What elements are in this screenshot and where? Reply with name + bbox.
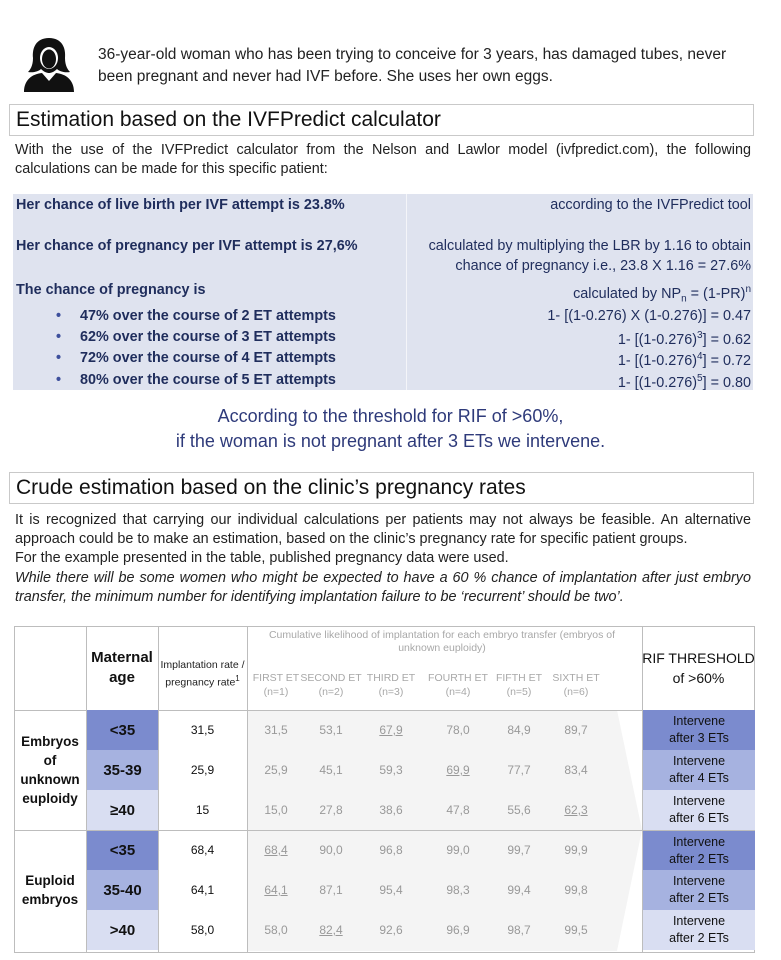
bullet-dot-icon: • (56, 308, 62, 324)
implantation-rate-cell: 15 (195, 803, 210, 817)
bullet-dot-icon: • (56, 372, 62, 388)
cumulative-value-cell: 58,0 (264, 923, 288, 937)
et-header-name: SECOND ET (300, 672, 362, 684)
cumulative-value-cell: 84,9 (507, 723, 531, 737)
bullet-text: 80% over the course of 5 ET attempts (80, 372, 336, 388)
live-birth-source: according to the IVFPredict tool (550, 197, 751, 213)
et-column-header (359, 670, 423, 700)
bullet-text: 47% over the course of 2 ET attempts (80, 308, 336, 324)
et-header-n: (n=3) (378, 686, 404, 698)
pregnancy-calculation-line2: chance of pregnancy i.e., 23.8 X 1.16 = 27.6% (455, 258, 751, 274)
rif-threshold-cell (643, 910, 755, 950)
pregnancy-statement: Her chance of pregnancy per IVF attempt is 27,6% (16, 238, 358, 254)
rif-header-line-1: RIF THRESHOLD (642, 650, 755, 666)
maternal-age-header: Maternal age (91, 649, 153, 686)
et-column-header (426, 670, 490, 700)
formula-4-et (451, 347, 751, 371)
bullet-text: 62% over the course of 3 ET attempts (80, 329, 336, 345)
cumulative-value-cell: 90,0 (319, 843, 343, 857)
rif-cell-line-1: Intervene (672, 794, 726, 808)
et-header-name: FIFTH ET (495, 672, 543, 684)
cumulative-value-cell: 62,3 (564, 803, 588, 817)
formula-text: 1- [(1-0.276) (617, 374, 698, 391)
implantation-rate-cell: 25,9 (190, 763, 215, 777)
rif-cell-line-2: after 3 ETs (669, 731, 729, 745)
rif-header-line-2: of >60% (672, 670, 725, 686)
formula-2-et (451, 306, 751, 326)
bullet-5-et (56, 370, 336, 391)
cumulative-value-cell: 69,9 (446, 763, 470, 777)
section2-paragraph-2: For the example presented in the table, published pregnancy data were used. (15, 550, 509, 566)
implantation-rate-cell: 31,5 (190, 723, 215, 737)
cumulative-value-cell: 98,3 (446, 883, 470, 897)
rif-threshold-header (642, 626, 755, 710)
et-header-n: (n=4) (445, 686, 471, 698)
section-header-ivfpredict: Estimation based on the IVFPredict calculator (9, 104, 754, 136)
cumulative-value-cell: 99,5 (564, 923, 588, 937)
cumulative-value-cell: 99,8 (564, 883, 588, 897)
rif-cell-line-2: after 4 ETs (669, 771, 729, 785)
woman-avatar-icon (22, 36, 76, 92)
maternal-age-cell: <35 (87, 710, 158, 750)
cumulative-value-cell: 45,1 (319, 763, 343, 777)
section2-paragraph-1: It is recognized that carrying our individual calculations per patients may not always be feasible. An alternative approach could be to make an estimation, based on the clinic’s pregnancy rate for specific patient groups. (15, 512, 751, 547)
formula-exponent: 3 (697, 330, 703, 341)
et-header-name: FOURTH ET (428, 672, 488, 684)
formula-text: 1- [(1-0.276) (617, 331, 698, 348)
bullet-text: 72% over the course of 4 ET attempts (80, 350, 336, 366)
bullet-4-et (56, 348, 336, 369)
cumulative-value-cell: 27,8 (319, 803, 343, 817)
cumulative-value-cell: 67,9 (379, 723, 403, 737)
formula-superscript: n (745, 284, 751, 295)
group-label-unknown-euploidy: Embryos of unknown euploidy (20, 734, 80, 806)
cumulative-value-cell: 96,9 (446, 923, 470, 937)
cumulative-value-cell: 98,7 (507, 923, 531, 937)
formula-subscript: n (681, 293, 687, 305)
rate-header-footnote: 1 (235, 673, 240, 683)
cumulative-value-cell: 55,6 (507, 803, 531, 817)
cumulative-value-cell: 53,1 (319, 723, 343, 737)
cumulative-value-cell: 78,0 (446, 723, 470, 737)
cumulative-value-cell: 64,1 (264, 883, 288, 897)
rif-threshold-cell (643, 790, 755, 830)
bullet-dot-icon: • (56, 350, 62, 366)
bullet-3-et (56, 327, 336, 348)
cumulative-value-cell: 89,7 (564, 723, 588, 737)
cumulative-value-cell: 99,0 (446, 843, 470, 857)
et-column-header (487, 670, 551, 700)
et-column-header (299, 670, 363, 700)
cumulative-value-cell: 83,4 (564, 763, 588, 777)
et-header-name: SIXTH ET (552, 672, 600, 684)
cumulative-value-cell: 15,0 (264, 803, 288, 817)
cumulative-value-cell: 92,6 (379, 923, 403, 937)
cumulative-value-cell: 99,4 (507, 883, 531, 897)
maternal-age-cell: ≥40 (87, 790, 158, 830)
rif-cell-line-2: after 2 ETs (669, 931, 729, 945)
et-header-name: THIRD ET (366, 672, 416, 684)
group-label-euploid: Euploid embryos (21, 873, 79, 907)
cumulative-value-cell: 95,4 (379, 883, 403, 897)
rif-threshold-cell (643, 750, 755, 790)
formula-result: ] = 0.62 (702, 331, 751, 348)
rif-threshold-cell (643, 870, 755, 910)
maternal-age-cell: 35-39 (87, 750, 158, 790)
formula-np: calculated by NP (573, 285, 682, 302)
rif-threshold-cell (643, 710, 755, 750)
rif-cell-line-2: after 6 ETs (669, 811, 729, 825)
rate-header-wrap (158, 659, 247, 690)
formula-exponent: 4 (697, 351, 703, 362)
rif-cell-line-1: Intervene (672, 754, 726, 768)
cumulative-value-cell: 99,9 (564, 843, 588, 857)
cumulative-value-cell: 99,7 (507, 843, 531, 857)
section2-paragraph-3: While there will be some women who might be expected to have a 60 % chance of implantation after just embryo transfer, the minimum number for identifying implantation failure to be ‘recurrent’ should be two’. (15, 570, 751, 605)
formula-result: ] = 0.72 (702, 352, 751, 369)
threshold-line-2: if the woman is not pregnant after 3 ETs we intervene. (175, 431, 606, 451)
et-column-header (544, 670, 608, 700)
formula-equals: = (1-PR) (686, 285, 746, 302)
bullet-2-et (56, 306, 336, 327)
maternal-age-cell: 35-40 (87, 870, 158, 910)
formula-text: 1- [(1-0.276) X (1-0.276)] = 0.47 (547, 308, 751, 324)
estimation-divider (406, 194, 407, 390)
rif-cell-line-2: after 2 ETs (669, 851, 729, 866)
rif-cell-line-1: Intervene (672, 874, 726, 888)
maternal-age-cell: >40 (87, 910, 158, 950)
live-birth-statement: Her chance of live birth per IVF attempt is 23.8% (16, 197, 345, 213)
cumulative-value-cell: 77,7 (507, 763, 531, 777)
pregnancy-calculation-line1: calculated by multiplying the LBR by 1.16 to obtain (428, 238, 751, 254)
cumulative-value-cell: 87,1 (319, 883, 343, 897)
rif-threshold-statement (0, 404, 781, 454)
formula-text: 1- [(1-0.276) (617, 352, 698, 369)
cumulative-value-cell: 59,3 (379, 763, 403, 777)
cumulative-value-cell: 31,5 (264, 723, 288, 737)
cumulative-value-cell: 47,8 (446, 803, 470, 817)
et-header-n: (n=2) (318, 686, 344, 698)
rif-cell-line-1: Intervene (672, 914, 726, 928)
formula-exponent: 5 (697, 373, 703, 384)
formula-result: ] = 0.80 (702, 374, 751, 391)
threshold-line-1: According to the threshold for RIF of >60%, (217, 406, 564, 426)
chance-of-pregnancy-label: The chance of pregnancy is (16, 282, 206, 298)
cumulative-value-cell: 25,9 (264, 763, 288, 777)
cumulative-value-cell: 96,8 (379, 843, 403, 857)
rif-threshold-cell (643, 831, 755, 870)
et-header-n: (n=5) (506, 686, 532, 698)
cumulative-likelihood-header: Cumulative likelihood of implantation for each embryo transfer (embryos of unknown euploidy) (268, 629, 616, 654)
formula-5-et (451, 369, 751, 393)
implantation-rate-header (158, 654, 247, 694)
cumulative-value-cell: 82,4 (319, 923, 343, 937)
implantation-rate-cell: 58,0 (190, 923, 215, 937)
rif-cell-line-2: after 2 ETs (669, 891, 729, 905)
section1-intro-paragraph: With the use of the IVFPredict calculator from the Nelson and Lawlor model (ivfpredict.com), the following calculations can be made for this specific patient: (15, 142, 751, 177)
et-header-n: (n=1) (263, 686, 289, 698)
cumulative-value-cell: 68,4 (264, 843, 288, 857)
rif-cell-line-1: Intervene (672, 714, 726, 728)
implantation-rate-cell: 68,4 (190, 843, 215, 857)
rate-header-text: Implantation rate / pregnancy rate (160, 658, 245, 689)
intro-text: 36-year-old woman who has been trying to conceive for 3 years, has damaged tubes, never been pregnant and never had IVF before. She uses her own eggs. (98, 46, 727, 85)
bullet-dot-icon: • (56, 329, 62, 345)
section-header-crude-estimation: Crude estimation based on the clinic’s pregnancy rates (9, 472, 754, 504)
rif-cell-line-1: Intervene (672, 834, 726, 849)
et-header-name: FIRST ET (252, 672, 300, 684)
maternal-age-cell: <35 (87, 831, 158, 870)
implantation-rate-cell: 64,1 (190, 883, 215, 897)
et-header-n: (n=6) (563, 686, 589, 698)
cumulative-value-cell: 38,6 (379, 803, 403, 817)
